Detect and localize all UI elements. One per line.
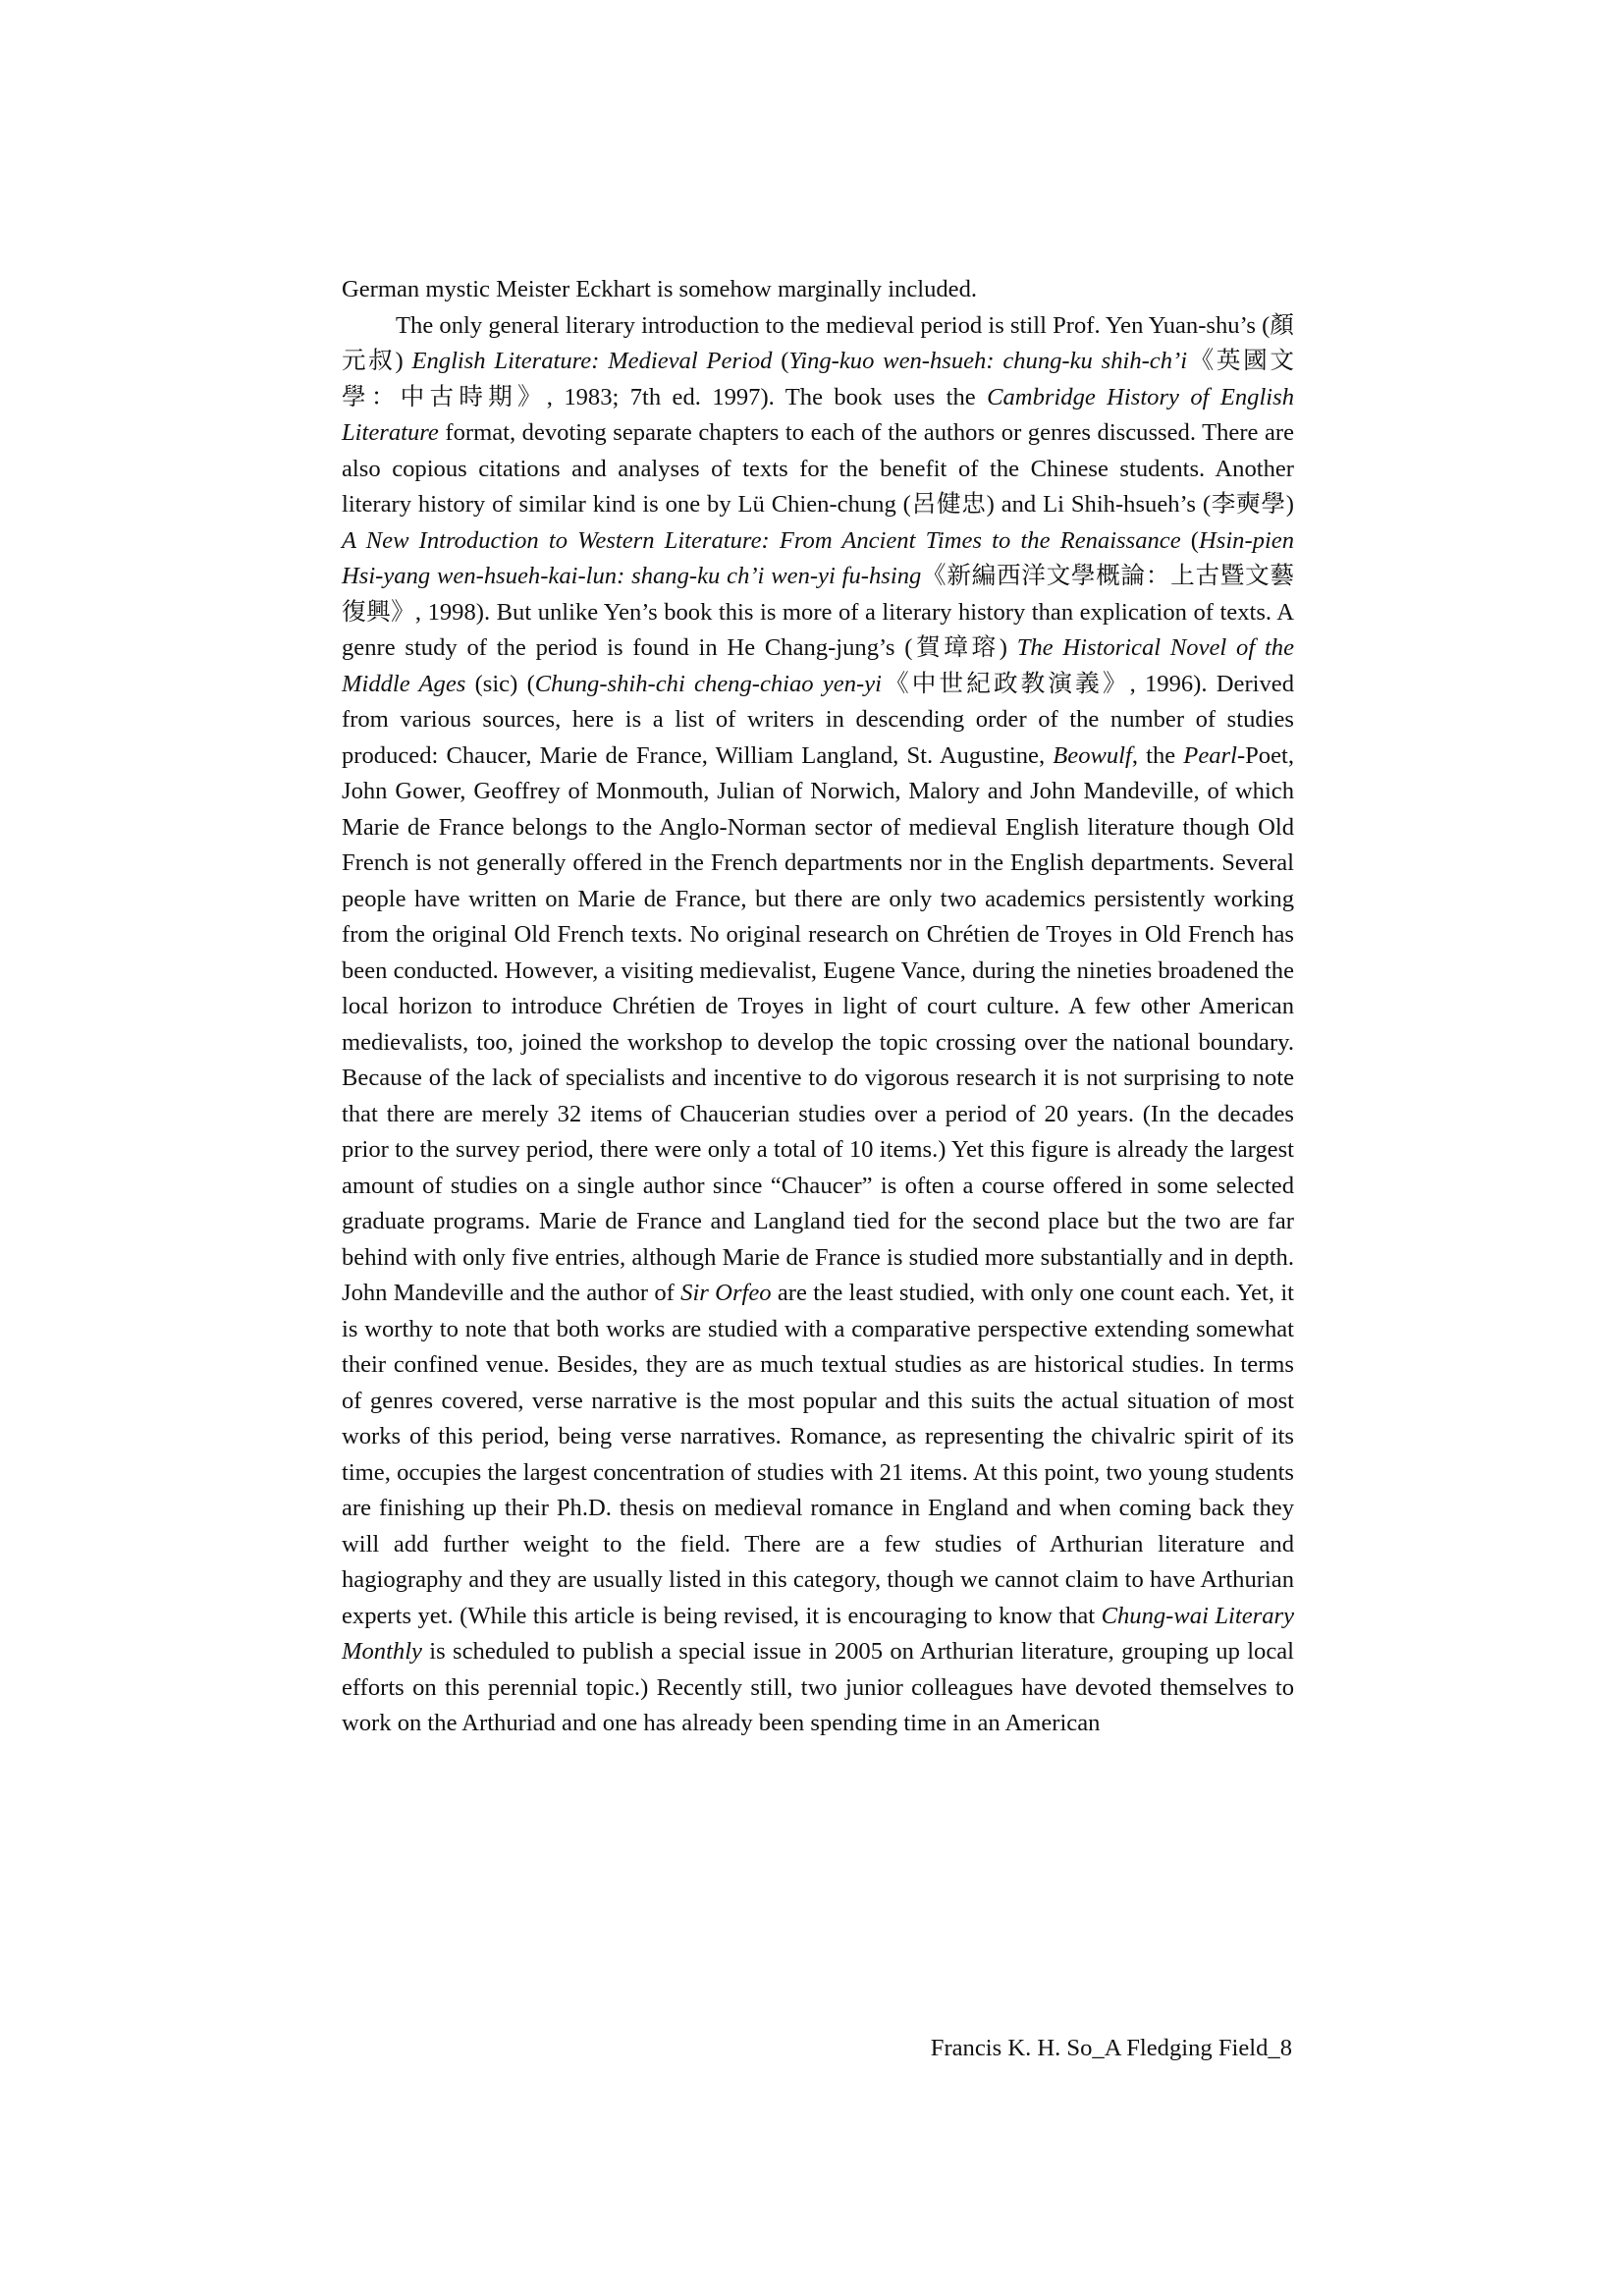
- italic-title: Hsin-pien Hsi-yang wen-hsueh-kai-lun: shang-ku ch’i wen-yi fu-hsing: [342, 526, 1294, 589]
- italic-title: English Literature: Medieval Period: [411, 348, 773, 374]
- text-segment: are the least studied, with only one count each. Yet, it is worthy to note that both works are studied with a comparative perspective extending somewhat their confined venue. Besides, they are as much textual studies as are historical studies. In terms of genres covered, verse narrative is the most popular and this suits the actual situation of most works of this period, being verse narratives. Romance, as representing the chivalric spirit of its time, occupies the largest concentration of studies with 21 items. At this point, two young students are finishing up their Ph.D. thesis on medieval romance in England and when coming back they will add further weight to the field. There are a few studies of Arthurian literature and hagiography and they are usually listed in this category, though we cannot claim to have Arthurian experts yet. (While this article is being revised, it is encouraging to know that: [342, 1280, 1294, 1629]
- text-segment: The only general literary introduction to the medieval period is still Prof. Yen Yuan-shu’s (顏元叔): [342, 311, 1294, 374]
- page-footer: Francis K. H. So_A Fledging Field_8: [930, 2035, 1292, 2061]
- italic-title: Pearl: [1183, 741, 1237, 769]
- italic-title: A New Introduction to Western Literature: From Ancient Times to the Renaissance: [342, 526, 1181, 554]
- body-text: [342, 272, 1294, 1742]
- italic-title: The Historical Novel of the Middle Ages: [342, 634, 1294, 697]
- text-segment: 《中世紀政教演義》, 1996). Derived from various sources, here is a list of writers in descending order of the number of studies produced: Chaucer, Marie de France, William Langland, St. Augustine,: [342, 670, 1294, 769]
- italic-title: Ying-kuo wen-hsueh: chung-ku shih-ch’i: [788, 348, 1188, 374]
- text-segment: -Poet, John Gower, Geoffrey of Monmouth, Julian of Norwich, Malory and John Mandeville, of which Marie de France belongs to the Anglo-Norman sector of medieval English literature though Old French is not generally offered in the French departments nor in the English departments. Several people have written on Marie de France, but there are only two academics persistently working from the original Old French texts. No original research on Chrétien de Troyes in Old French has been conducted. However, a visiting medievalist, Eugene Vance, during the nineties broadened the local horizon to introduce Chrétien de Troyes in light of court culture. A few other American medievalists, too, joined the workshop to develop the topic crossing over the national boundary. Because of the lack of specialists and incentive to do vigorous research it is not surprising to note that there are merely 32 items of Chaucerian studies over a period of 20 years. (In the decades prior to the survey period, there were only a total of 10 items.) Yet this figure is already the largest amount of studies on a single author since “Chaucer” is often a course offered in some selected graduate programs. Marie de France and Langland tied for the second place but the two are far behind with only five entries, although Marie de France is studied more substantially and in depth. John Mandeville and the author of: [342, 741, 1294, 1306]
- text-segment: (: [772, 348, 789, 374]
- italic-title: Sir Orfeo: [680, 1280, 772, 1306]
- text-segment: , the: [1131, 741, 1184, 769]
- italic-title: Cambridge History of English Literature: [342, 383, 1294, 446]
- italic-title: Chung-shih-chi cheng-chiao yen-yi: [534, 670, 882, 697]
- text-segment: is scheduled to publish a special issue in 2005 on Arthurian literature, grouping up local efforts on this perennial topic.) Recently still, two junior colleagues have devoted themselves to work on the Arthuriad and one has already been spending time in an American: [342, 1638, 1294, 1736]
- italic-title: Beowulf: [1053, 741, 1132, 769]
- main-paragraph: [342, 308, 1294, 1742]
- text-segment: 《新編西洋文學概論：上古暨文藝復興》, 1998). But unlike Yen’s book this is more of a literary history than explication of texts. A genre study of the period is found in He Chang-jung’s (賀璋瑢): [342, 563, 1294, 661]
- text-segment: 《英國文學：中古時期》, 1983; 7th ed. 1997). The book uses the: [342, 348, 1294, 410]
- continuation-line: German mystic Meister Eckhart is somehow marginally included.: [342, 276, 978, 302]
- text-segment: format, devoting separate chapters to each of the authors or genres discussed. There are also copious citations and analyses of texts for the benefit of the Chinese students. Another literary history of similar kind is one by Lü Chien-chung (呂健忠) and Li Shih-hsueh’s (李奭學): [342, 419, 1294, 518]
- italic-title: Chung-wai Literary Monthly: [342, 1602, 1294, 1665]
- text-segment: (: [1180, 526, 1199, 554]
- text-segment: (sic) (: [465, 670, 535, 697]
